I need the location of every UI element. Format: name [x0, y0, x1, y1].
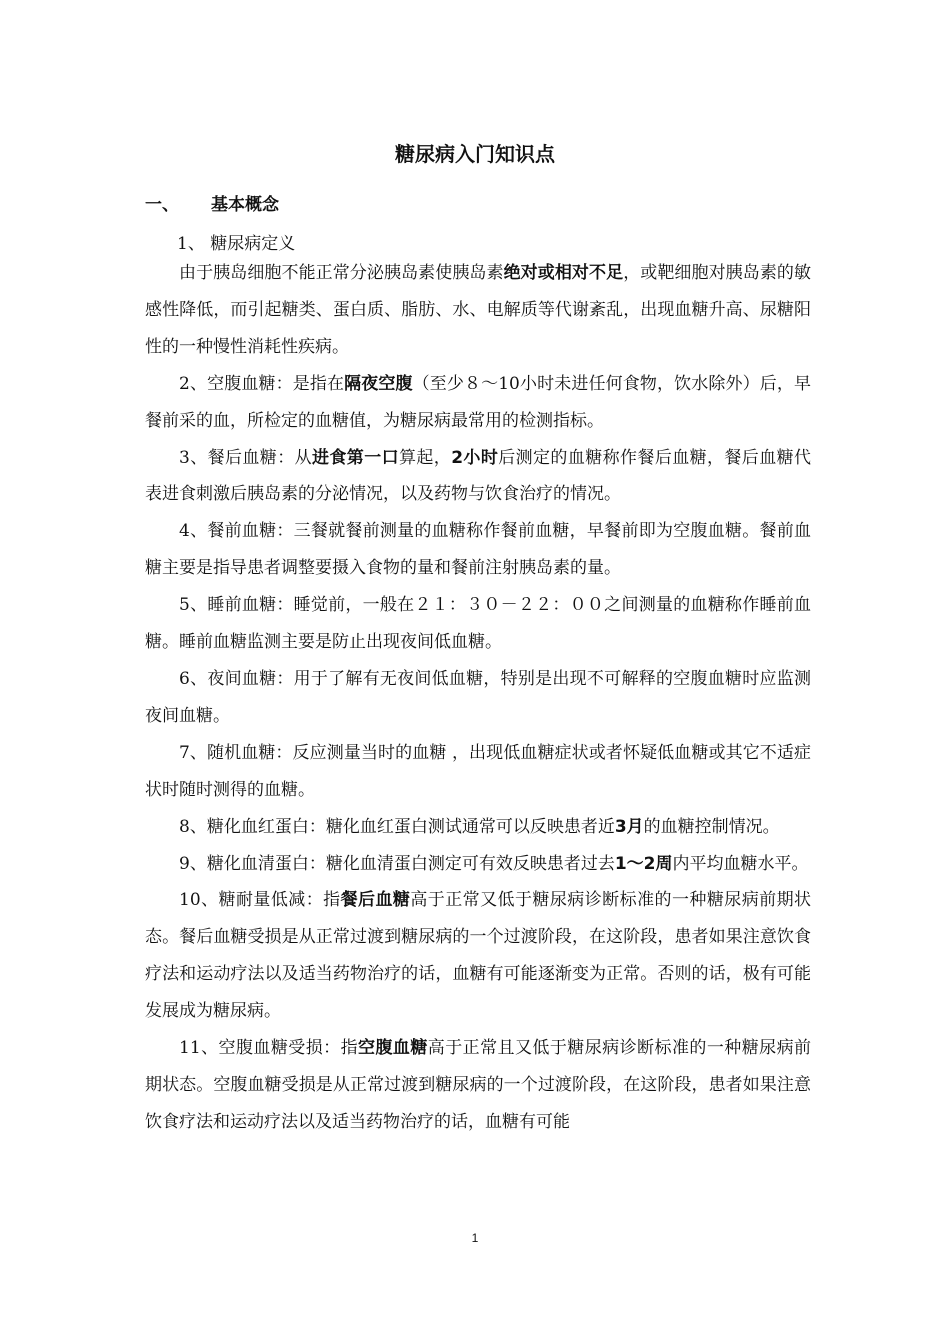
- document-title: 糖尿病入门知识点: [395, 142, 555, 166]
- page-number: 1: [471, 1231, 479, 1245]
- paragraph-glycated-serum-protein: 9、糖化血清蛋白：糖化血清蛋白测定可有效反映患者过去1～2周内平均血糖水平。: [179, 853, 809, 874]
- paragraph-impaired-glucose-tolerance: 10、糖耐量低减：指餐后血糖高于正常又低于糖尿病诊断标准的一种糖尿病前期状态。餐后血糖受损是从正常过渡到糖尿病的一个过渡阶段，在这阶段，患者如果注意饮食疗法和运动疗法以及适当药物治疗的话，血糖有可能逐渐变为正常。否则的话，极有可能发展成为糖尿病。: [145, 890, 812, 1022]
- paragraph-random-glucose: 7、随机血糖：反应测量当时的血糖 ，出现低血糖症状或者怀疑低血糖或其它不适症状时随时测得的血糖。: [145, 742, 811, 800]
- paragraph-hba1c: 8、糖化血红蛋白：糖化血红蛋白测试通常可以反映患者近3月的血糖控制情况。: [179, 816, 780, 837]
- paragraph-postprandial-glucose: 3、餐后血糖：从进食第一口算起，2小时后测定的血糖称作餐后血糖，餐后血糖代表进食刺激后胰岛素的分泌情况，以及药物与饮食治疗的情况。: [145, 447, 811, 505]
- paragraph-fasting-glucose: 2、空腹血糖：是指在隔夜空腹（至少８～10小时未进任何食物，饮水除外）后，早餐前采的血，所检定的血糖值，为糖尿病最常用的检测指标。: [145, 373, 811, 431]
- paragraph-preprandial-glucose: 4、餐前血糖：三餐就餐前测量的血糖称作餐前血糖，早餐前即为空腹血糖。餐前血糖主要是指导患者调整要摄入食物的量和餐前注射胰岛素的量。: [145, 521, 811, 579]
- subheading: 1、 糖尿病定义: [177, 234, 296, 254]
- paragraph-night-glucose: 6、夜间血糖：用于了解有无夜间低血糖，特别是出现不可解释的空腹血糖时应监测夜间血糖。: [145, 668, 811, 726]
- section-heading: [145, 190, 279, 215]
- paragraph-impaired-fasting-glucose: 11、空腹血糖受损：指空腹血糖高于正常且又低于糖尿病诊断标准的一种糖尿病前期状态。空腹血糖受损是从正常过渡到糖尿病的一个过渡阶段，在这阶段，患者如果注意饮食疗法和运动疗法以及适当药物治疗的话，血糖有可能: [145, 1038, 812, 1132]
- paragraph-bedtime-glucose: 5、睡前血糖：睡觉前，一般在２１：３０－２２：００之间测量的血糖称作睡前血糖。睡前血糖监测主要是防止出现夜间低血糖。: [145, 595, 811, 653]
- document-body: [145, 255, 811, 1141]
- section-title: 基本概念: [211, 195, 279, 215]
- section-number: 一、: [145, 195, 179, 215]
- paragraph-definition: 由于胰岛细胞不能正常分泌胰岛素使胰岛素绝对或相对不足，或靶细胞对胰岛素的敏感性降低，而引起糖类、蛋白质、脂肪、水、电解质等代谢紊乱，出现血糖升高、尿糖阳性的一种慢性消耗性疾病。: [145, 263, 812, 357]
